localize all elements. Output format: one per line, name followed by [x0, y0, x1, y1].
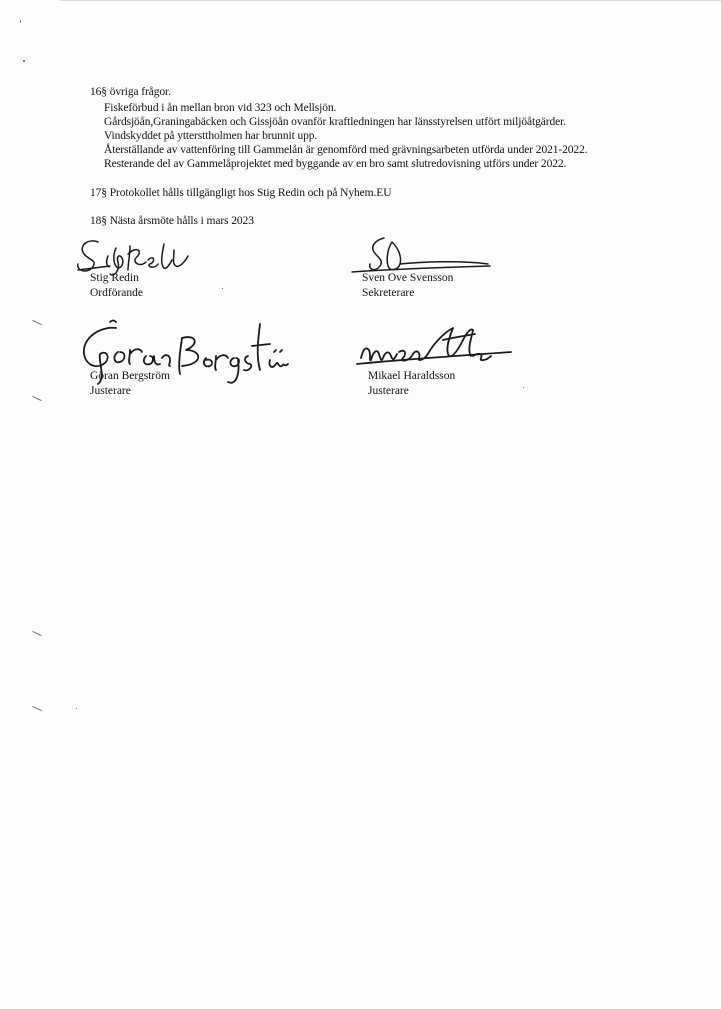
signatory-name: Göran Bergström [90, 370, 170, 382]
punch-hole-mark [32, 631, 41, 636]
signature-mikael-haraldsson [355, 318, 515, 376]
scan-speck [23, 60, 25, 62]
signatory-role: Justerare [368, 385, 409, 397]
section-17-text: 17§ Protokollet hålls tillgängligt hos Stig Redin och på Nyhem.EU [90, 187, 392, 199]
section-16-item: Fiskeförbud i ån mellan bron vid 323 och Mellsjön. [104, 102, 337, 114]
section-16-item: Gårdsjöån,Graningabäcken och Gissjöån ovanför kraftledningen har länsstyrelsen utfört miljöåtgärder. [104, 116, 566, 128]
signatory-role: Sekreterare [362, 287, 415, 299]
section-16-heading: 16§ övriga frågor. [90, 86, 171, 98]
scan-speck [523, 387, 524, 388]
section-18-text: 18§ Nästa årsmöte hålls i mars 2023 [90, 215, 254, 227]
section-16-item: Återställande av vattenföring till Gammelån är genomförd med grävningsarbeten utförda under 2021-2022. [104, 144, 588, 156]
section-16-item: Resterande del av Gammelåprojektet med byggande av en bro samt slutredovisning utförs under 2022. [104, 158, 567, 170]
scan-speck [20, 20, 21, 23]
scan-speck [76, 708, 77, 709]
section-16-item: Vindskyddet på yttersttholmen har brunnit upp. [104, 130, 318, 142]
punch-hole-mark [32, 706, 41, 711]
punch-hole-mark [32, 396, 41, 401]
signatory-name: Sven Ove Svensson [362, 272, 454, 284]
signatory-role: Ordförande [90, 287, 144, 299]
signatory-name: Mikael Haraldsson [368, 370, 456, 382]
scan-speck [222, 288, 223, 289]
page-edge [60, 0, 721, 1]
punch-hole-mark [32, 320, 41, 325]
signatory-role: Justerare [90, 385, 131, 397]
signatory-name: Stig Redin [90, 272, 139, 284]
